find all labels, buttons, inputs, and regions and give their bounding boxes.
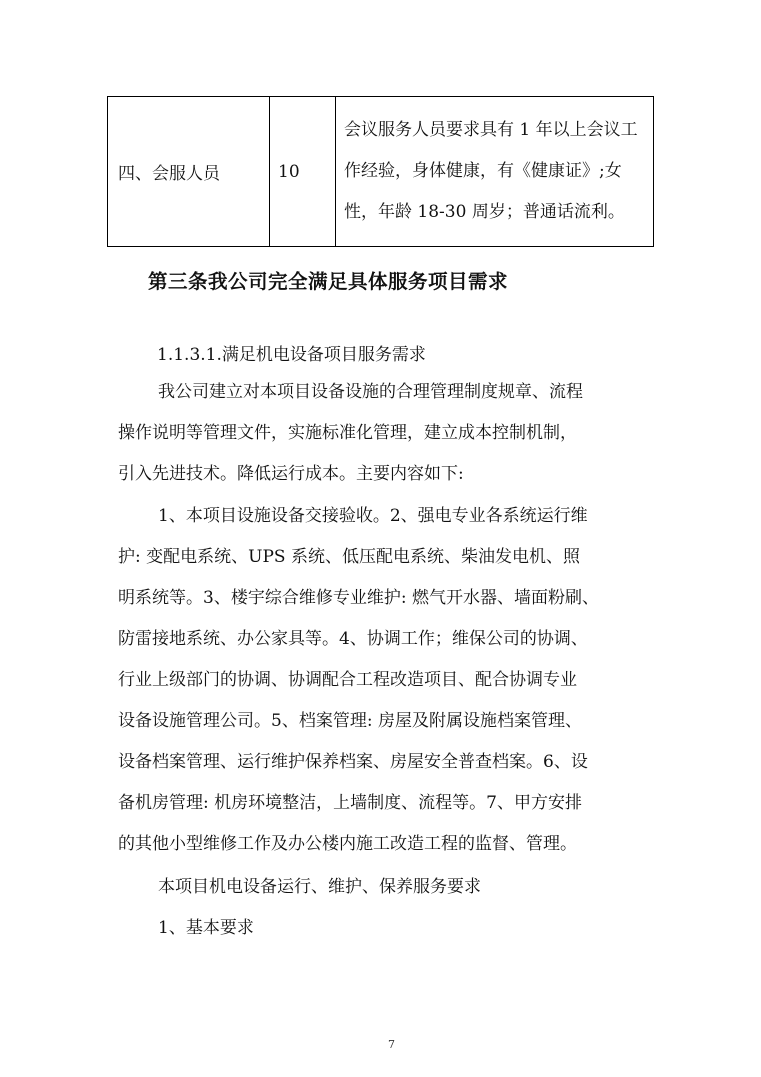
requirement-line: 作经验，身体健康，有《健康证》;女 [344, 161, 622, 181]
paragraph-line: 1、本项目设施设备交接验收。2、强电专业各系统运行维 [158, 506, 588, 526]
count-cell: 10 [270, 97, 336, 247]
staff-requirement-table [107, 96, 654, 247]
paragraph-line: 设备档案管理、运行维护保养档案、房屋安全普查档案。6、设 [118, 752, 588, 772]
paragraph-line: 的其他小型维修工作及办公楼内施工改造工程的监督、管理。 [118, 834, 577, 854]
paragraph-line: 行业上级部门的协调、协调配合工程改造项目、配合协调专业 [118, 670, 577, 690]
paragraph-line: 明系统等。3、楼宇综合维修专业维护: 燃气开水器、墙面粉刷、 [118, 588, 599, 608]
category-cell: 四、会服人员 [108, 97, 270, 247]
paragraph-line: 防雷接地系统、办公家具等。4、协调工作；维保公司的协调、 [118, 629, 588, 649]
paragraph-line: 操作说明等管理文件，实施标准化管理，建立成本控制机制， [118, 423, 577, 443]
requirement-line: 会议服务人员要求具有 1 年以上会议工 [344, 120, 638, 140]
paragraph-line: 备机房管理: 机房环境整洁，上墙制度、流程等。7、甲方安排 [118, 793, 582, 813]
paragraph-line: 设备设施管理公司。5、档案管理: 房屋及附属设施档案管理、 [118, 711, 582, 731]
basic-requirements-title: 1、基本要求 [158, 918, 254, 938]
page-number: 7 [388, 1038, 395, 1051]
requirement-cell [336, 97, 654, 247]
service-requirements-title: 本项目机电设备运行、维护、保养服务要求 [158, 877, 481, 897]
paragraph-line: 护: 变配电系统、UPS 系统、低压配电系统、柴油发电机、照 [118, 547, 580, 567]
section-heading: 第三条我公司完全满足具体服务项目需求 [148, 270, 509, 293]
intro-paragraph [118, 372, 650, 495]
paragraph-line: 引入先进技术。降低运行成本。主要内容如下: [118, 464, 464, 484]
requirement-line: 性，年龄 18-30 周岁；普通话流利。 [344, 202, 625, 222]
paragraph-line: 我公司建立对本项目设备设施的合理管理制度规章、流程 [158, 382, 583, 402]
subsection-heading: 1.1.3.1.满足机电设备项目服务需求 [157, 345, 426, 365]
table-row [108, 97, 654, 247]
content-list-paragraph [118, 496, 650, 865]
